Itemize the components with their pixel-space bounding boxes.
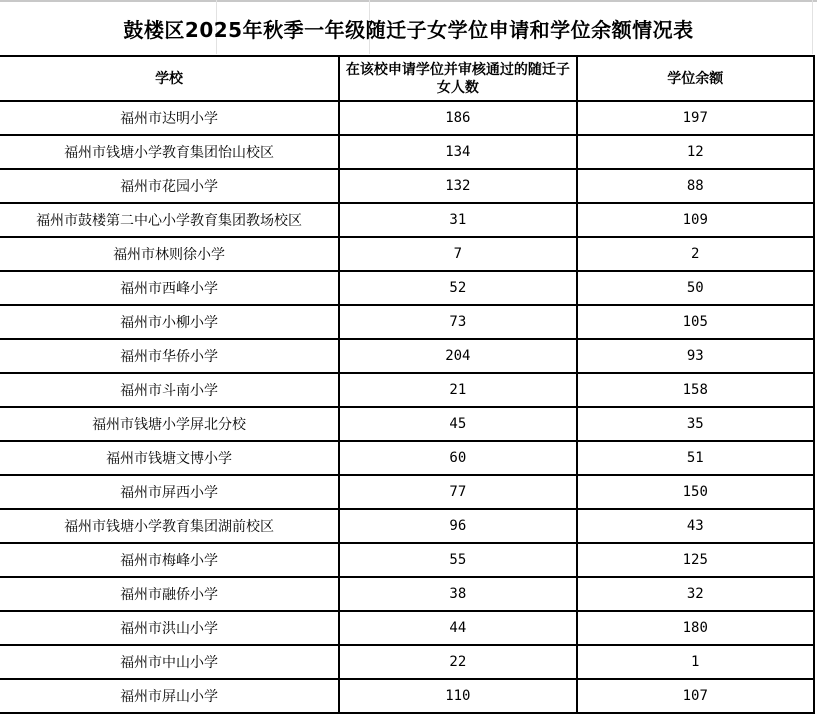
table-row <box>0 271 814 305</box>
remaining-seats-cell[interactable]: 105 <box>577 305 814 339</box>
applied-count-cell[interactable]: 7 <box>339 237 576 271</box>
sheet-top-border <box>0 0 817 2</box>
applied-count-cell[interactable]: 44 <box>339 611 576 645</box>
school-cell[interactable]: 福州市花园小学 <box>0 169 339 203</box>
applied-count-cell[interactable]: 77 <box>339 475 576 509</box>
applied-count-cell[interactable]: 186 <box>339 101 576 135</box>
school-cell[interactable]: 福州市小柳小学 <box>0 305 339 339</box>
remaining-seats-cell[interactable]: 180 <box>577 611 814 645</box>
table-row <box>0 135 814 169</box>
remaining-seats-cell[interactable]: 35 <box>577 407 814 441</box>
school-cell[interactable]: 福州市鼓楼第二中心小学教育集团教场校区 <box>0 203 339 237</box>
remaining-seats-cell[interactable]: 1 <box>577 645 814 679</box>
applied-count-cell[interactable]: 52 <box>339 271 576 305</box>
school-cell[interactable]: 福州市西峰小学 <box>0 271 339 305</box>
table-row <box>0 373 814 407</box>
school-cell[interactable]: 福州市屏西小学 <box>0 475 339 509</box>
school-cell[interactable]: 福州市屏山小学 <box>0 679 339 713</box>
table-row <box>0 169 814 203</box>
header-school[interactable]: 学校 <box>0 56 339 101</box>
header-remaining-seats[interactable]: 学位余额 <box>577 56 814 101</box>
table-row <box>0 237 814 271</box>
school-cell[interactable]: 福州市钱塘小学教育集团怡山校区 <box>0 135 339 169</box>
remaining-seats-cell[interactable]: 12 <box>577 135 814 169</box>
school-cell[interactable]: 福州市钱塘小学教育集团湖前校区 <box>0 509 339 543</box>
school-cell[interactable]: 福州市钱塘小学屏北分校 <box>0 407 339 441</box>
remaining-seats-cell[interactable]: 51 <box>577 441 814 475</box>
remaining-seats-cell[interactable]: 88 <box>577 169 814 203</box>
remaining-seats-cell[interactable]: 150 <box>577 475 814 509</box>
school-cell[interactable]: 福州市融侨小学 <box>0 577 339 611</box>
applied-count-cell[interactable]: 22 <box>339 645 576 679</box>
table-row <box>0 645 814 679</box>
applied-count-cell[interactable]: 31 <box>339 203 576 237</box>
table-row <box>0 509 814 543</box>
table-row <box>0 339 814 373</box>
remaining-seats-cell[interactable]: 93 <box>577 339 814 373</box>
applied-count-cell[interactable]: 134 <box>339 135 576 169</box>
table-row <box>0 305 814 339</box>
school-cell[interactable]: 福州市钱塘文博小学 <box>0 441 339 475</box>
table-row <box>0 577 814 611</box>
remaining-seats-cell[interactable]: 2 <box>577 237 814 271</box>
remaining-seats-cell[interactable]: 107 <box>577 679 814 713</box>
page-title: 鼓楼区2025年秋季一年级随迁子女学位申请和学位余额情况表 <box>123 18 694 42</box>
school-cell[interactable]: 福州市斗南小学 <box>0 373 339 407</box>
table-row <box>0 441 814 475</box>
school-cell[interactable]: 福州市达明小学 <box>0 101 339 135</box>
remaining-seats-cell[interactable]: 43 <box>577 509 814 543</box>
remaining-seats-cell[interactable]: 197 <box>577 101 814 135</box>
table-row <box>0 475 814 509</box>
table-row <box>0 407 814 441</box>
header-applied-count[interactable]: 在该校申请学位并审核通过的随迁子女人数 <box>339 56 576 101</box>
remaining-seats-cell[interactable]: 158 <box>577 373 814 407</box>
table-row <box>0 203 814 237</box>
remaining-seats-cell[interactable]: 109 <box>577 203 814 237</box>
school-quota-table <box>0 55 815 714</box>
applied-count-cell[interactable]: 21 <box>339 373 576 407</box>
applied-count-cell[interactable]: 73 <box>339 305 576 339</box>
applied-count-cell[interactable]: 38 <box>339 577 576 611</box>
table-row <box>0 679 814 713</box>
school-cell[interactable]: 福州市中山小学 <box>0 645 339 679</box>
applied-count-cell[interactable]: 55 <box>339 543 576 577</box>
applied-count-cell[interactable]: 110 <box>339 679 576 713</box>
applied-count-cell[interactable]: 204 <box>339 339 576 373</box>
applied-count-cell[interactable]: 60 <box>339 441 576 475</box>
table-row <box>0 543 814 577</box>
table-row <box>0 611 814 645</box>
school-cell[interactable]: 福州市林则徐小学 <box>0 237 339 271</box>
applied-count-cell[interactable]: 96 <box>339 509 576 543</box>
school-cell[interactable]: 福州市洪山小学 <box>0 611 339 645</box>
remaining-seats-cell[interactable]: 32 <box>577 577 814 611</box>
remaining-seats-cell[interactable]: 125 <box>577 543 814 577</box>
applied-count-cell[interactable]: 45 <box>339 407 576 441</box>
applied-count-cell[interactable]: 132 <box>339 169 576 203</box>
table-row <box>0 101 814 135</box>
school-cell[interactable]: 福州市梅峰小学 <box>0 543 339 577</box>
table-header-row <box>0 56 814 101</box>
remaining-seats-cell[interactable]: 50 <box>577 271 814 305</box>
school-cell[interactable]: 福州市华侨小学 <box>0 339 339 373</box>
